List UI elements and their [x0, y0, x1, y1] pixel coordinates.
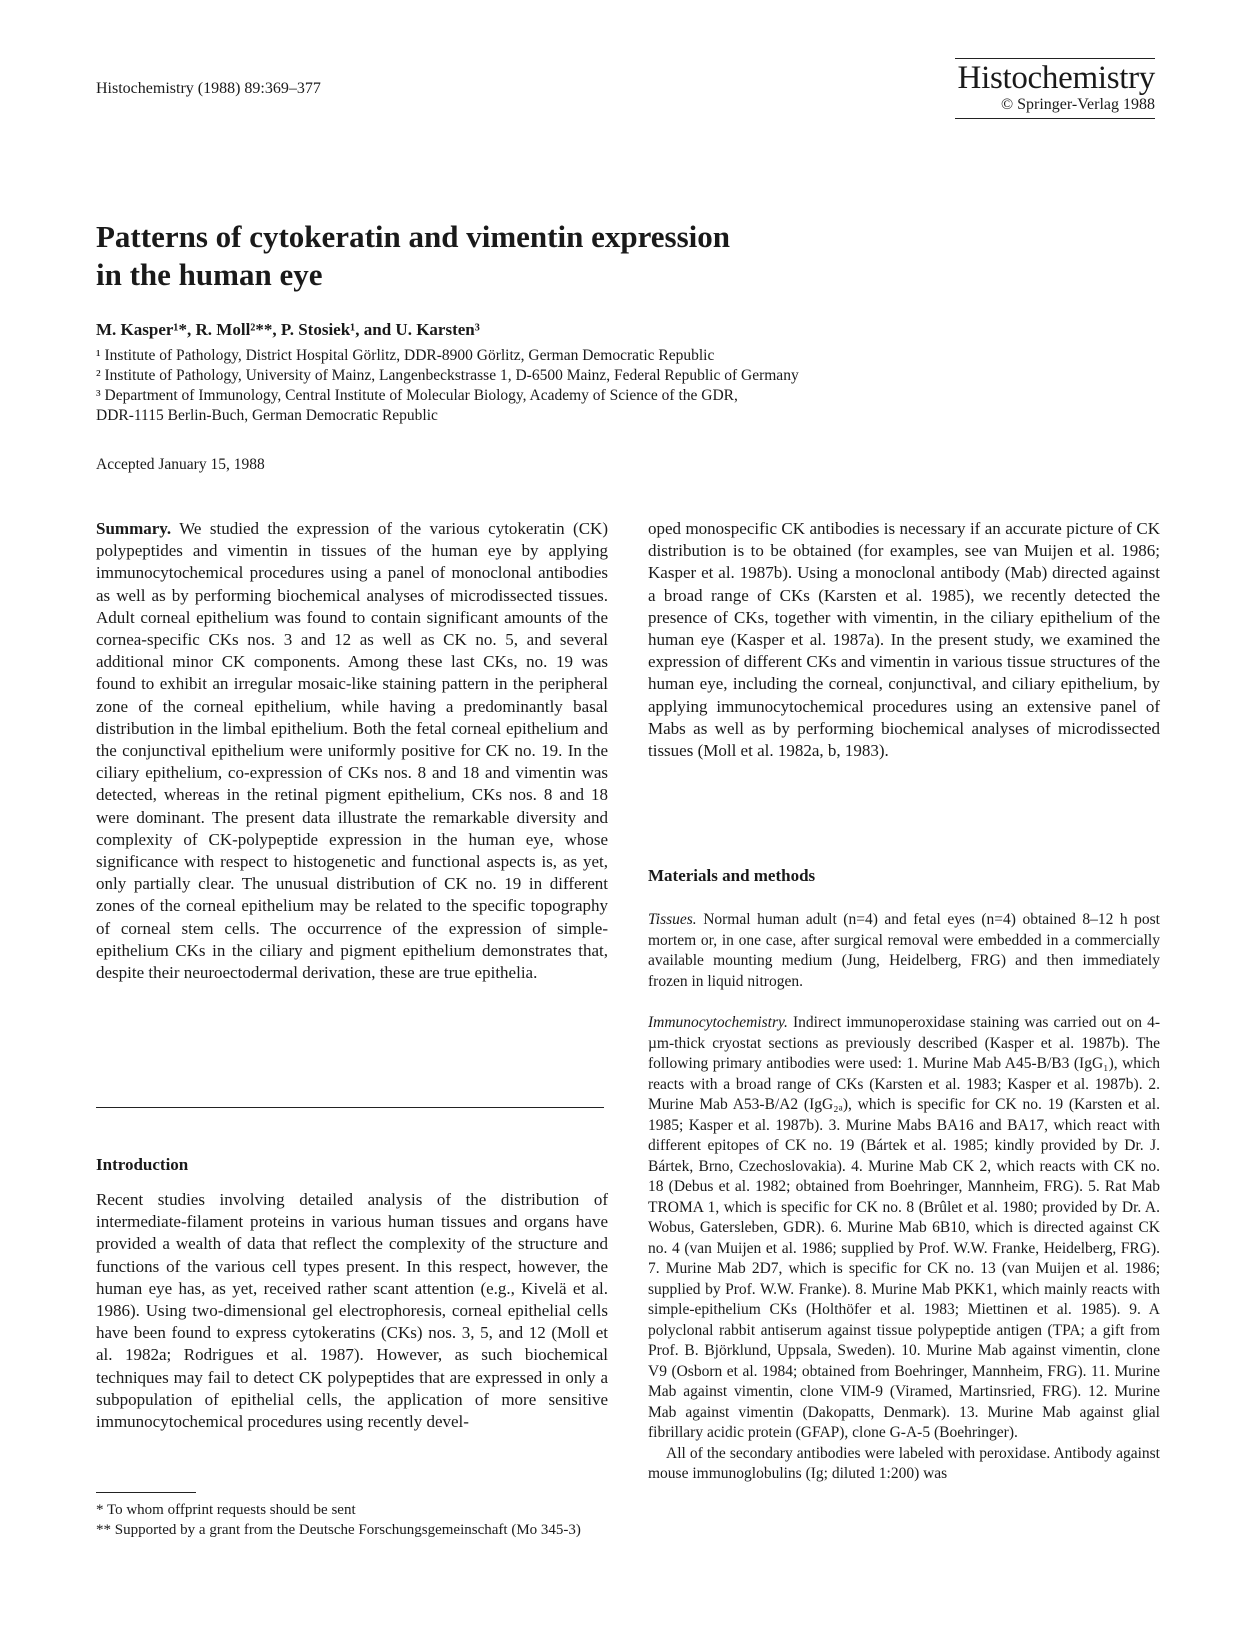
summary-divider: [96, 1107, 604, 1108]
immunocytochemistry-section: [648, 1013, 1160, 1485]
introduction-continued: [648, 518, 1160, 762]
footnote-divider: [96, 1492, 196, 1493]
affiliations: [96, 346, 1146, 426]
title-line-1: Patterns of cytokeratin and vimentin expression: [96, 219, 731, 254]
tissues-label: Tissues.: [648, 911, 697, 928]
affiliation-3: ³ Department of Immunology, Central Institute of Molecular Biology, Academy of Science of the GDR,: [96, 387, 738, 404]
accepted-date: Accepted January 15, 1988: [96, 456, 265, 473]
summary: [96, 518, 608, 984]
immuno-text: Indirect immunoperoxidase staining was carried out on 4-µm-thick cryostat sections as previously described (Kasper et al. 1987b). The following primary antibodies were used: 1. Murine Mab A45-B/B3 (IgG₁), which reacts with a broad range of CKs (Karsten et al. 1983; Kasper et al. 1987b). 2. Murine Mab A53-B/A2 (IgG₂ₐ), which is specific for CK no. 19 (Karsten et al. 1985; Kasper et al. 1987b). 3. Murine Mabs BA16 and BA17, which react with different epitopes of CK no. 19 (Bártek et al. 1985; kindly provided by Dr. J. Bártek, Brno, Czechoslovakia). 4. Murine Mab CK 2, which reacts with CK no. 18 (Debus et al. 1982; obtained from Boehringer, Mannheim, FRG). 5. Rat Mab TROMA 1, which is specific for CK no. 8 (Brûlet et al. 1980; provided by Dr. A. Wobus, Gatersleben, GDR). 6. Murine Mab 6B10, which is directed against CK no. 4 (van Muijen et al. 1986; supplied by Prof. W.W. Franke, Heidelberg, FRG). 7. Murine Mab 2D7, which is specific for CK no. 13 (van Muijen et al. 1986; supplied by Prof. W.W. Franke). 8. Murine Mab PKK1, which mainly reacts with simple-epithelium CKs (Holthöfer et al. 1983; Miettinen et al. 1985). 9. A polyclonal rabbit antiserum against tissue polypeptide antigen (TPA; a gift from Prof. B. Björklund, Uppsala, Sweden). 10. Murine Mab against vimentin, clone V9 (Osborn et al. 1984; obtained from Boehringer, Mannheim, FRG). 11. Murine Mab against vimentin, clone VIM-9 (Viramed, Martinsried, FRG). 12. Murine Mab against vimentin (Dakopatts, Denmark). 13. Murine Mab against glial fibrillary acidic protein (GFAP), clone G-A-5 (Boehringer).: [648, 1014, 1160, 1441]
introduction-continued-paragraph: oped monospecific CK antibodies is necessary if an accurate picture of CK distribution is to be obtained (for examples, see van Muijen et al. 1986; Kasper et al. 1987b). Using a monoclonal antibody (Mab) directed against a broad range of CKs (Karsten et al. 1985), we recently detected the presence of CKs, together with vimentin, in the ciliary epithelium of the human eye (Kasper et al. 1987a). In the present study, we examined the expression of different CKs and vimentin in various tissue structures of the human eye, including the corneal, conjunctival, and ciliary epithelium, by applying immunocytochemical procedures using an extensive panel of Mabs as well as by performing biochemical analyses of microdissected tissues (Moll et al. 1982a, b, 1983).: [648, 519, 1160, 761]
introduction-text: [96, 1189, 608, 1433]
summary-label: Summary.: [96, 519, 172, 538]
brand-name: Histochemistry: [957, 60, 1155, 96]
affiliation-1: ¹ Institute of Pathology, District Hospital Görlitz, DDR-8900 Görlitz, German Democratic Republic: [96, 347, 715, 364]
authors: M. Kasper¹*, R. Moll²**, P. Stosiek¹, and U. Karsten³: [96, 320, 480, 339]
journal-brand: [955, 58, 1155, 119]
affiliation-3-cont: DDR-1115 Berlin-Buch, German Democratic Republic: [96, 407, 438, 424]
immuno-label: Immunocytochemistry.: [648, 1014, 788, 1031]
summary-text: We studied the expression of the various cytokeratin (CK) polypeptides and vimentin in tissues of the human eye by applying immunocytochemical procedures using a panel of monoclonal antibodies as well as by performing biochemical analyses of microdissected tissues. Adult corneal epithelium was found to contain significant amounts of the cornea-specific CKs nos. 3 and 12 as well as CK no. 5, and several additional minor CK components. Among these last CKs, no. 19 was found to exhibit an irregular mosaic-like staining pattern in the peripheral zone of the corneal epithelium, while having a predominantly basal distribution in the limbal epithelium. Both the fetal corneal epithelium and the conjunctival epithelium were uniformly positive for CK no. 19. In the ciliary epithelium, co-expression of CKs nos. 8 and 18 and vimentin was detected, whereas in the retinal pigment epithelium, CKs nos. 8 and 18 were dominant. The present data illustrate the remarkable diversity and complexity of CK-polypeptide expression in the human eye, whose significance with respect to histogenetic and functional aspects is, as yet, only partially clear. The unusual distribution of CK no. 19 in different zones of the corneal epithelium may be related to the specific topography of corneal stem cells. The occurrence of the expression of simple-epithelium CKs in the ciliary and pigment epithelium demonstrates that, despite their neuroectodermal derivation, these are true epithelia.: [96, 519, 608, 983]
tissues-text: Normal human adult (n=4) and fetal eyes (n=4) obtained 8–12 h post mortem or, in one case, after surgical removal were embedded in a commercially available mounting medium (Jung, Heidelberg, FRG) and then immediately frozen in liquid nitrogen.: [648, 911, 1160, 990]
introduction-paragraph: Recent studies involving detailed analysis of the distribution of intermediate-filament proteins in various human tissues and organs have provided a wealth of data that reflect the complexity of the structure and functions of the various cell types present. In this respect, however, the human eye has, as yet, received rather scant attention (e.g., Kivelä et al. 1986). Using two-dimensional gel electrophoresis, corneal epithelial cells have been found to express cytokeratins (CKs) nos. 3, 5, and 12 (Moll et al. 1982a; Rodrigues et al. 1987). However, as such biochemical techniques may fail to detect CK polypeptides that are expressed in only a subpopulation of epithelial cells, the application of more sensitive immunocytochemical procedures using recently devel-: [96, 1190, 608, 1432]
footnotes: [96, 1500, 608, 1540]
footnote-1: * To whom offprint requests should be sent: [96, 1502, 356, 1518]
introduction-heading: Introduction: [96, 1155, 189, 1174]
footnote-2: ** Supported by a grant from the Deutsche Forschungsgemeinschaft (Mo 345-3): [96, 1522, 581, 1538]
secondary-antibodies-text: All of the secondary antibodies were labeled with peroxidase. Antibody against mouse immunoglobulins (Ig; diluted 1:200) was: [648, 1444, 1160, 1482]
affiliation-2: ² Institute of Pathology, University of Mainz, Langenbeckstrasse 1, D-6500 Mainz, Federal Republic of Germany: [96, 367, 799, 384]
materials-heading: Materials and methods: [648, 866, 816, 885]
journal-citation: Histochemistry (1988) 89:369–377: [96, 80, 321, 97]
brand-rule-top: [955, 58, 1155, 59]
brand-copyright: © Springer-Verlag 1988: [1000, 96, 1155, 113]
article-title: [96, 218, 896, 294]
title-line-2: in the human eye: [96, 257, 323, 292]
tissues-paragraph: [648, 910, 1160, 992]
brand-rule-bottom: [955, 118, 1155, 119]
